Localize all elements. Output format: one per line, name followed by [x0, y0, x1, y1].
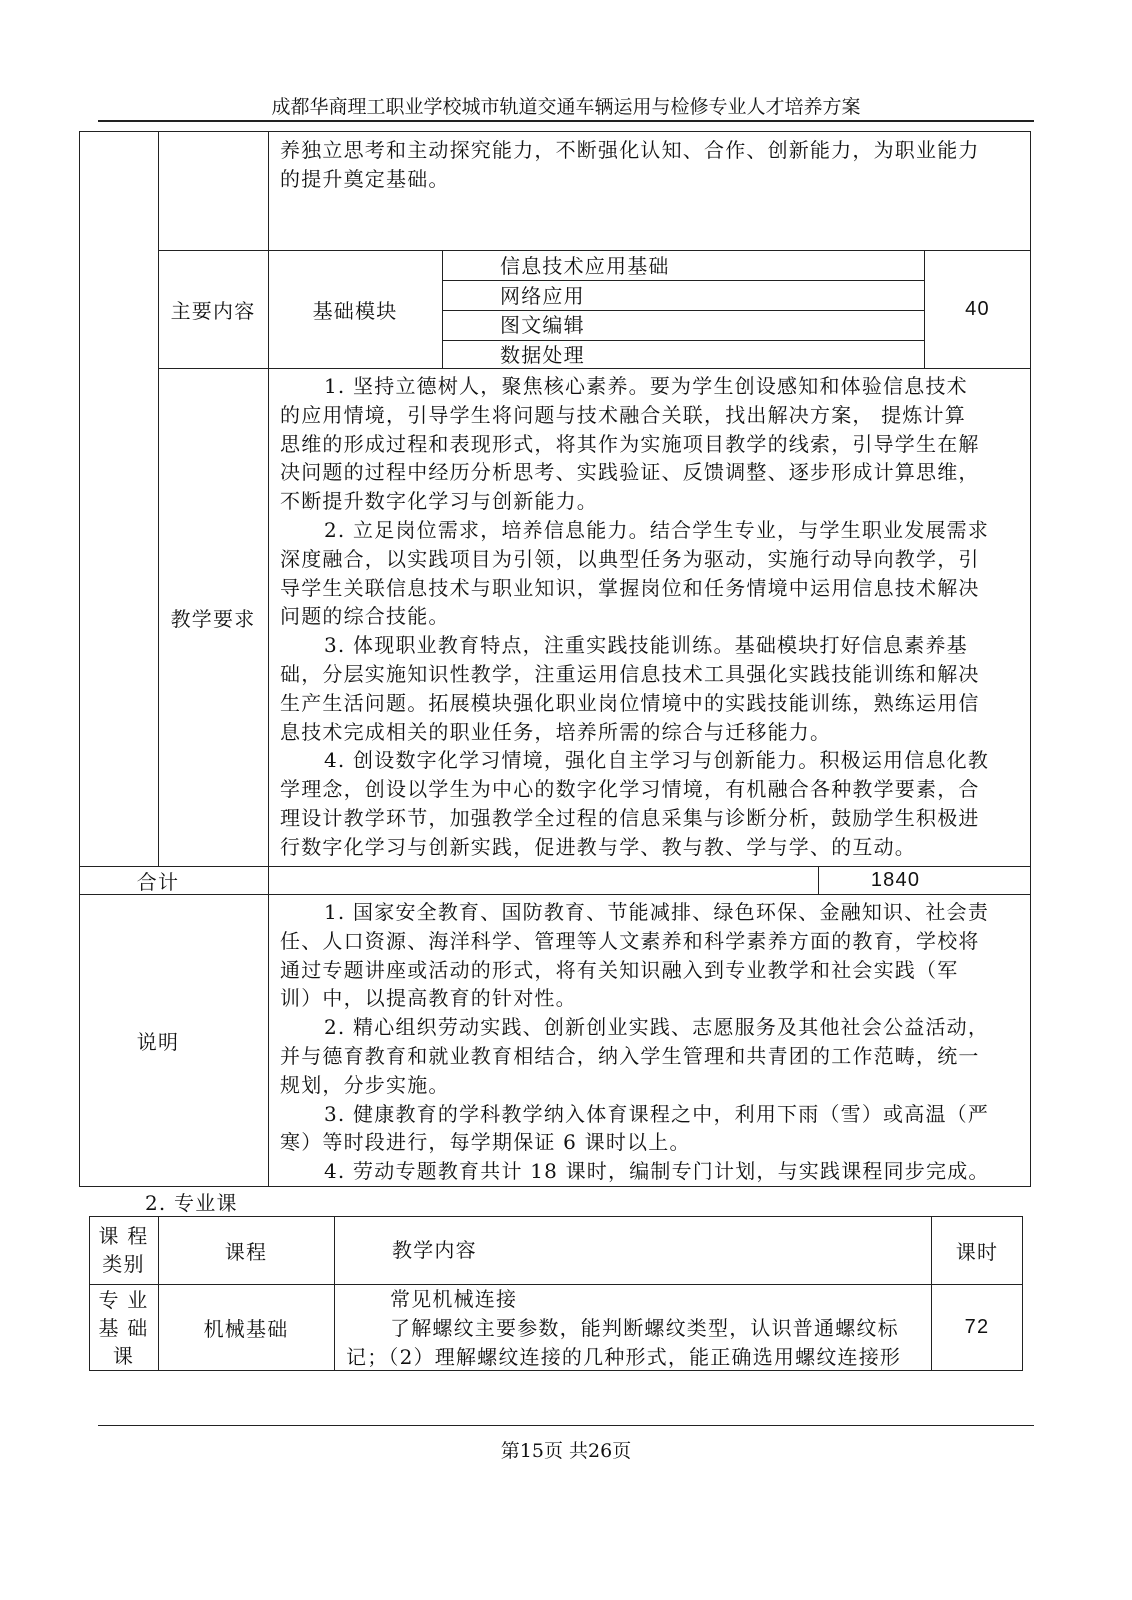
notes-para-1 [280, 898, 1020, 1013]
header-rule [98, 120, 1034, 122]
text-line: 2. 立足岗位需求，培养信息能力。结合学生专业，与学生职业发展需求 [324, 517, 990, 542]
module-item-3: 图文编辑 [500, 313, 585, 337]
text-line: 息技术完成相关的职业任务，培养所需的综合与迁移能力。 [280, 719, 832, 744]
text-line: 通过专题讲座或活动的形式，将有关知识融入到专业教学和社会实践（军 [280, 957, 959, 982]
text-line: 生产生活问题。拓展模块强化职业岗位情境中的实践技能训练，熟练运用信 [280, 690, 980, 715]
teaching-para-1 [280, 372, 1020, 516]
header-category [89, 1216, 158, 1284]
text-line: 1. 坚持立德树人，聚焦核心素养。要为学生创设感知和体验信息技术 [324, 374, 968, 398]
notes-para-2 [280, 1013, 1020, 1099]
teaching-req-label: 教学要求 [170, 606, 256, 631]
page-number: 第15页 共26页 [500, 1440, 632, 1462]
row-course: 机械基础 [203, 1317, 289, 1341]
text-line: 学理念，创设以学生为中心的数字化学习情境，有机融合各种教学要素，合 [280, 777, 980, 802]
row-category-line-1: 专 业 [98, 1287, 149, 1312]
text-line: 寒）等时段进行，每学期保证 6 课时以上。 [280, 1130, 691, 1155]
module-item-1: 信息技术应用基础 [500, 254, 670, 278]
text-line: 决问题的过程中经历分析思考、实践验证、反馈调整、逐步形成计算思维， [280, 460, 980, 485]
module-item-2: 网络应用 [500, 284, 585, 308]
text-line: 4. 创设数字化学习情境，强化自主学习与创新能力。积极运用信息化教 [324, 748, 990, 773]
row-line-2 [158, 368, 1031, 369]
total-value: 1840 [870, 868, 921, 891]
notes-text [280, 898, 1020, 1186]
notes-para-3 [280, 1100, 1020, 1158]
text-line: 3. 健康教育的学科教学纳入体育课程之中，利用下雨（雪）或高温（严 [324, 1101, 990, 1126]
module-line-1 [442, 280, 924, 281]
text-line: 规划，分步实施。 [280, 1072, 450, 1097]
row-hours: 72 [964, 1316, 990, 1338]
teaching-para-2 [280, 516, 1020, 631]
text-line: 常见机械连接 [390, 1287, 518, 1311]
text-line: 理设计教学环节，加强教学全过程的信息采集与诊断分析，鼓励学生积极进 [280, 805, 980, 830]
row-category-line-2: 基 础 [98, 1315, 149, 1340]
text-line: 问题的综合技能。 [280, 604, 450, 629]
module-hours: 40 [965, 297, 990, 320]
text-line: 行数字化学习与创新实践，促进教与学、教与教、学与学、的互动。 [280, 834, 916, 859]
page-header: 成都华商理工职业学校城市轨道交通车辆运用与检修专业人才培养方案 [271, 96, 861, 118]
total-label: 合计 [136, 869, 180, 894]
main-content-label: 主要内容 [170, 298, 256, 323]
section-title: 2. 专业课 [145, 1191, 238, 1215]
footer-rule [98, 1425, 1034, 1426]
text-line: 1. 国家安全教育、国防教育、节能减排、绿色环保、金融知识、社会责 [324, 900, 990, 924]
header-category-line-2: 类别 [102, 1252, 145, 1276]
text-line: 训）中，以提高教育的针对性。 [280, 986, 577, 1011]
course-col-2 [334, 1216, 335, 1371]
text-line: 2. 精心组织劳动实践、创新创业实践、志愿服务及其他社会公益活动， [324, 1015, 990, 1040]
module-name: 基础模块 [312, 298, 398, 323]
header-category-line-1: 课 程 [98, 1224, 149, 1248]
text-line: 记；（2）理解螺纹连接的几种形式，能正确选用螺纹连接形 [346, 1344, 902, 1369]
text-line: 3. 体现职业教育特点，注重实践技能训练。基础模块打好信息素养基 [324, 633, 968, 658]
text-line: 导学生关联信息技术与职业知识，掌握岗位和任务情境中运用信息技术解决 [280, 575, 980, 600]
intro-text [280, 136, 1020, 194]
notes-label: 说明 [136, 1030, 180, 1054]
text-line: 了解螺纹主要参数，能判断螺纹类型，认识普通螺纹标 [390, 1315, 899, 1340]
text-line: 并与德育教育和就业教育相结合，纳入学生管理和共青团的工作范畴，统一 [280, 1043, 980, 1068]
header-content: 教学内容 [392, 1238, 477, 1262]
intro-line-2: 的提升奠定基础。 [280, 166, 450, 191]
teaching-para-4 [280, 746, 1020, 861]
text-line: 不断提升数字化学习与创新能力。 [280, 489, 598, 514]
module-item-4: 数据处理 [500, 343, 585, 367]
header-course: 课程 [224, 1239, 268, 1264]
header-hours: 课时 [955, 1239, 999, 1264]
text-line: 的应用情境，引导学生将问题与技术融合关联，找出解决方案， 提炼计算 [280, 402, 966, 427]
teaching-para-3 [280, 631, 1020, 746]
intro-line-1: 养独立思考和主动探究能力，不断强化认知、合作、创新能力，为职业能力 [280, 138, 980, 162]
notes-para-4 [280, 1157, 1020, 1186]
row-category-line-3: 课 [112, 1343, 135, 1368]
text-line: 任、人口资源、海洋科学、管理等人文素养和科学素养方面的教育，学校将 [280, 928, 980, 953]
col-line-3 [442, 250, 443, 368]
teaching-req-text [280, 372, 1020, 862]
text-line: 础，分层实施知识性教学，注重运用信息技术工具强化实践技能训练和解决 [280, 661, 980, 686]
row-content [346, 1285, 924, 1371]
text-line: 4. 劳动专题教育共计 18 课时，编制专门计划，与实践课程同步完成。 [324, 1159, 990, 1184]
text-line: 深度融合，以实践项目为引领，以典型任务为驱动，实施行动导向教学，引 [280, 546, 980, 571]
row-category [89, 1284, 158, 1371]
text-line: 思维的形成过程和表现形式，将其作为实施项目教学的线索，引导学生在解 [280, 431, 980, 456]
